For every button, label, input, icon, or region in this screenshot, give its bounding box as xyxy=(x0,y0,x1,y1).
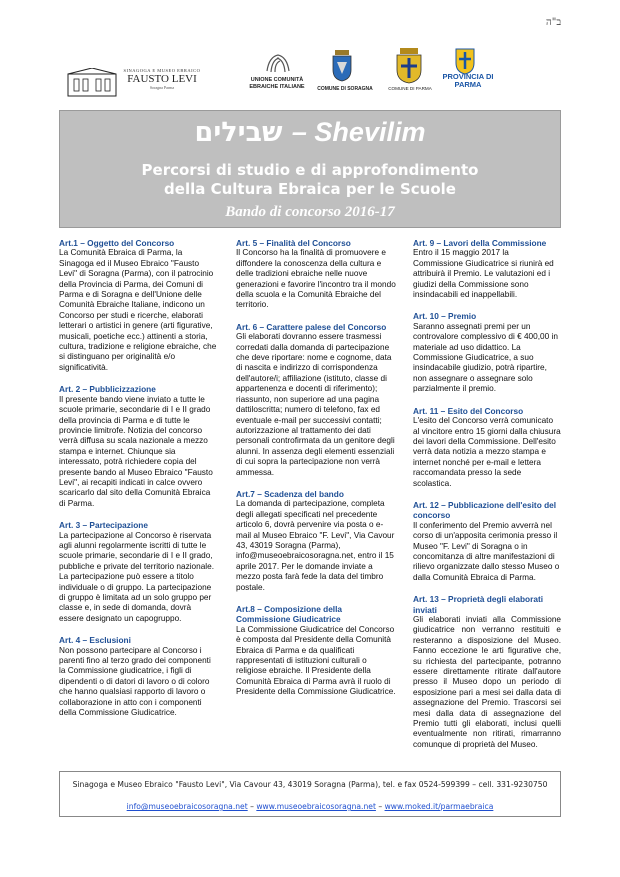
logos-row xyxy=(60,46,560,102)
article-body: La partecipazione al Concorso è riservata agli alunni regolarmente iscritti di tutte le scuole primarie, secondarie di I e II grado, pubbliche e private del territorio nazionale. La partecipazione può essere a titolo individuale o di gruppo. La partecipazione di gruppo è limitata ad un solo gruppo per classe e, in sede di domanda, dovrà essere designato un capogruppo. xyxy=(59,530,215,623)
title-latin: – Shevilim xyxy=(291,117,426,147)
footer-separator: – xyxy=(378,802,383,811)
article-3 xyxy=(59,520,217,624)
footer-address: Sinagoga e Museo Ebraico "Fausto Levi", Via Cavour 43, 43019 Soragna (Parma), tel. e fax 0524-599399 – cell. 331-9230750 xyxy=(72,780,548,789)
footer-separator: – xyxy=(250,802,254,811)
article-13 xyxy=(413,594,561,750)
moked-site-link[interactable]: www.moked.it/parmaebraica xyxy=(384,802,494,811)
provincia-parma-logo xyxy=(454,47,476,75)
article-7 xyxy=(236,489,396,593)
soragna-coat-of-arms xyxy=(331,50,353,82)
article-9 xyxy=(413,238,561,300)
article-body: Saranno assegnati premi per un controvalore complessivo di € 400,00 in materiale ad uso didattico. La Commissione Giudicatrice, a suo insindacabile giudizio, potrà ripartire, non assegnare o assegnare solo parzialmente il premio. xyxy=(413,321,558,394)
article-title: Art. 3 – Partecipazione xyxy=(59,520,148,531)
footer-box xyxy=(59,771,561,817)
article-body: Non possono partecipare al Concorso i parenti fino al terzo grado dei componenti la Commissione giudicatrice, i figli di dipendenti o di datori di lavoro o di coloro che hanno qualsiasi rapporto di lavoro o collaborazione in atto con i componenti della Commissione Giudicatrice. xyxy=(59,645,211,718)
email-link[interactable]: info@museoebraicosoragna.net xyxy=(126,802,248,811)
article-body: Il Concorso ha la finalità di promuovere e diffondere la conoscenza della cultura e delle tradizioni ebraiche nelle nuove generazioni e favorire l'incontro tra il mondo della scuola e la Comunità Ebraiche del territorio. xyxy=(236,248,396,310)
article-title: Art. 9 – Lavori della Commissione xyxy=(413,238,547,248)
article-body: La Comunità Ebraica di Parma, la Sinagoga ed il Museo Ebraico "Fausto Levi" di Soragna (Parma), con il patrocinio della Provincia di Parma, dei Comuni di Parma e di Soragna e dell'Unione delle Comunità Ebraiche Italiane, indicono un Concorso per studi e ricerche, elaborati letterari o artistici in genere (arti figurative, musicali, poetiche ecc.) attinenti a storia, cultura, tradizione e religione ebraiche, che si distinguano per originalità e/o significatività. xyxy=(59,248,217,372)
title-banner xyxy=(59,110,561,228)
column-3 xyxy=(413,238,561,761)
article-title: Art. 4 – Esclusioni xyxy=(59,635,131,646)
subtitle-line-2: della Cultura Ebraica per le Scuole xyxy=(164,180,456,198)
article-body: Entro il 15 maggio 2017 la Commissione Giudicatrice si riunirà ed attribuirà il Premio. Le valutazioni ed i giudizi della Commissione sono insindacabili ed inappellabili. xyxy=(413,248,554,300)
article-4 xyxy=(59,635,217,718)
article-title: Art. 5 – Finalità del Concorso xyxy=(236,238,351,248)
article-10 xyxy=(413,311,561,394)
subtitle-line-1: Percorsi di studio e di approfondimento xyxy=(141,161,479,179)
soragna-label: COMUNE DI SORAGNA xyxy=(317,86,373,92)
ucei-logo xyxy=(263,51,293,75)
article-12 xyxy=(413,500,561,583)
article-2 xyxy=(59,384,217,509)
article-title: Art.7 – Scadenza del bando xyxy=(236,488,344,499)
article-title: Art. 10 – Premio xyxy=(413,311,477,322)
bando-heading: Bando di concorso 2016-17 xyxy=(225,204,395,220)
article-body: Il conferimento del Premio avverrà nel corso di un'apposita cerimonia presso il Museo "F. Levi" di Soragna o in concomitanza di altre manifestazioni di rilievo organizzate dallo stesso Museo o dalla Comunità Ebraica di Parma. xyxy=(413,520,560,582)
parma-label: COMUNE DI PARMA xyxy=(388,86,432,91)
article-title: Art. 6 – Carattere palese del Concorso xyxy=(236,321,387,332)
bsd-mark: ב"ה xyxy=(546,17,562,28)
article-title: Art. 2 – Pubblicizzazione xyxy=(59,384,156,395)
article-title: Art.8 – Composizione della Commissione Giudicatrice xyxy=(236,604,343,625)
article-body: Gli elaborati dovranno essere trasmessi corredati dalla domanda di partecipazione che deve riportare: nome e cognome, data di nascita e indirizzo di corrispondenza dell'autore/i; affiliazione (istituto, classe di appartenenza e docenti di riferimento); riassunto, non superiore ad una pagina dattiloscritta; numero di telefono, fax ed eventuale e-mail per successivi contatti; autorizzazione al trattamento dei dati personali controfirmata da un genitore degli alunni. In assenza degli elementi essenziali di cui sopra la partecipazione non verrà ammessa. xyxy=(236,332,395,477)
article-1 xyxy=(59,238,217,373)
article-title: Art. 13 – Proprietà degli elaborati inviati xyxy=(413,594,544,615)
title-hebrew: שבילים xyxy=(194,117,283,148)
footer-links xyxy=(60,802,560,811)
article-body: La domanda di partecipazione, completa degli allegati specificati nel precedente articolo 6, dovrà pervenire via posta o e-mail al Museo Ebraico "F. Levi", Via Cavour 43, 43019 Soragna (Parma), info@museoebraicosoragna.net, entro il 15 aprile 2017. Per le domande inviate a mezzo posta farà fede la data del timbro postale. xyxy=(236,499,395,592)
article-body: Il presente bando viene inviato a tutte le scuole primarie, secondarie di I e II grado della provincia di Parma e di tutte le provincie limitrofe. Notizia del concorso verrà diffusa su scala nazionale a mezzo stampa e internet. Chiunque sia interessato, potrà richiedere copia del presente bando al Museo Ebraico "Fausto Levi", ai recapiti indicati in calce ovvero scaricarlo dal sito della Comunità Ebraica di Parma. xyxy=(59,394,213,508)
subtitle xyxy=(60,161,560,199)
article-5 xyxy=(236,238,396,311)
provincia-label: PROVINCIA DI PARMA xyxy=(442,72,494,89)
ucei-label: UNIONE COMUNITÀ EBRAICHE ITALIANE xyxy=(249,77,305,90)
article-11 xyxy=(413,406,561,489)
article-6 xyxy=(236,322,396,478)
article-body: Gli elaborati inviati alla Commissione giudicatrice non verranno restituiti e resteranno a disposizione del Museo. Fanno eccezione le arti figurative che, su richiesta del partecipante, potranno essere direttamente ritirate dall'autore presso il Museo dopo un periodo di esposizione pari a mesi sei dalla data di assegnazione del Premio. Trascorsi sei mesi dalla data di assegnazione del Premio tutti gli elaborati, inclusi quelli eventualmente non ritirati, rimarranno comunque di proprietà del Museo. xyxy=(413,615,561,749)
parma-coat-of-arms xyxy=(394,48,424,84)
article-title: Art. 12 – Pubblicazione dell'esito del concorso xyxy=(413,499,557,521)
article-title: Art. 11 – Esito del Concorso xyxy=(413,405,524,416)
fausto-levi-wordmark: SINAGOGA E MUSEO EBRAICO FAUSTO LEVI Soragna Parma xyxy=(123,68,201,90)
article-body: La Commissione Giudicatrice del Concorso è composta dal Presidente della Comunità Ebraica di Parma e da qualificati rappresentati di istituzioni culturali o religiose ebraiche. Il Presidente della Comunità Ebraica di Parma avrà il ruolo di Presidente della Commissione Giudicatrice. xyxy=(236,624,396,697)
article-title: Art.1 – Oggetto del Concorso xyxy=(59,238,175,248)
page-title xyxy=(60,117,560,148)
column-1 xyxy=(59,238,217,729)
column-2 xyxy=(236,238,396,709)
article-body: L'esito del Concorso verrà comunicato al vincitore entro 15 giorni dalla chiusura dei lavori della Commissione. Dell'esito verrà data notizia a mezzo stampa e internet nonché per e-mail e lettera raccomandata presso la sede scolastica. xyxy=(413,416,561,488)
fausto-levi-logo xyxy=(66,68,118,98)
museum-site-link[interactable]: www.museoebraicosoragna.net xyxy=(256,802,376,811)
article-8 xyxy=(236,604,396,698)
